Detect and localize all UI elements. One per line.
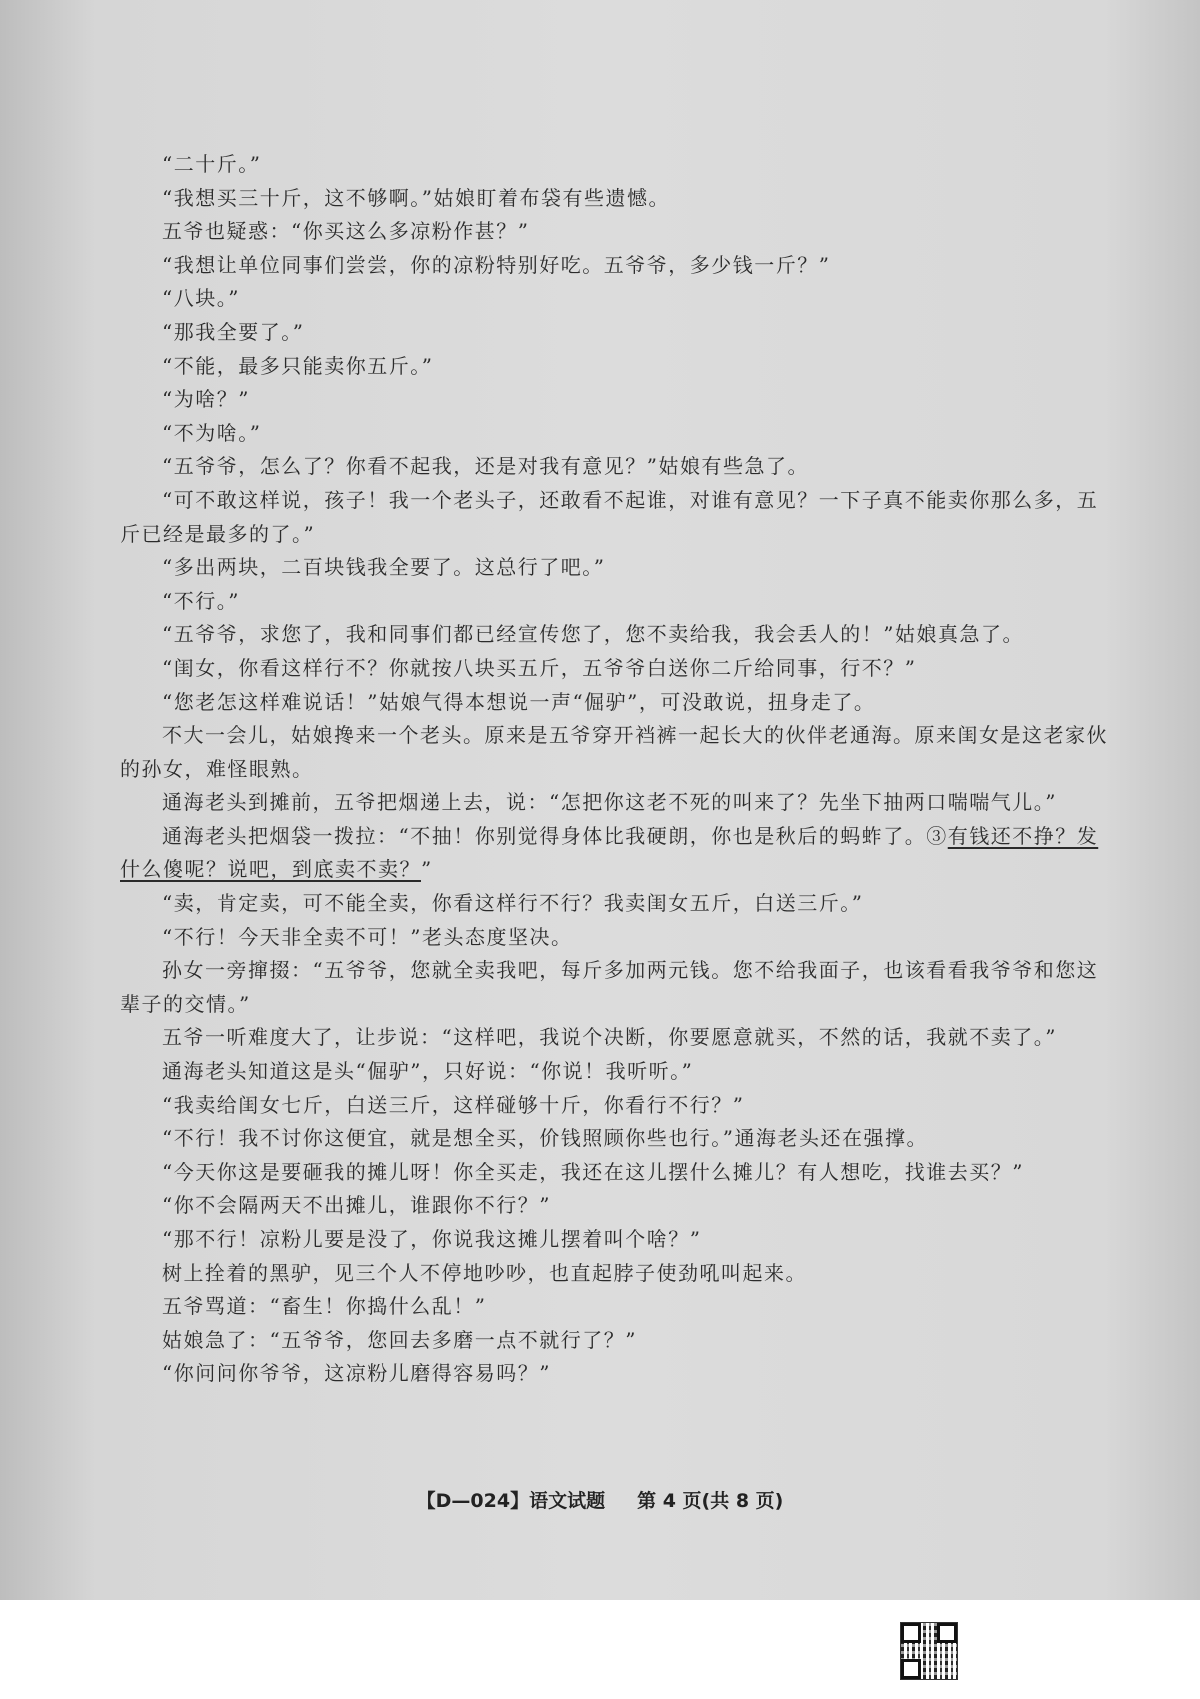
paragraph: “为啥？” bbox=[162, 387, 250, 412]
exam-code: 【D—024】语文试题 bbox=[416, 1490, 606, 1512]
page-number: 第 4 页(共 8 页) bbox=[637, 1490, 784, 1512]
paragraph: “不行！我不讨你这便宜，就是想全买，价钱照顾你些也行。”通海老头还在强撑。 bbox=[162, 1126, 928, 1151]
paragraph: “我卖给闺女七斤，白送三斤，这样碰够十斤，你看行不行？” bbox=[162, 1092, 745, 1117]
passage-text bbox=[120, 148, 1112, 1391]
paragraph: “闺女，你看这样行不？你就按八块买五斤，五爷爷白送你二斤给同事，行不？” bbox=[162, 655, 917, 680]
paragraph: 孙女一旁撺掇：“五爷爷，您就全卖我吧，每斤多加两元钱。您不给我面子，也该看看我爷爷和您这辈子的交情。” bbox=[120, 958, 1099, 1016]
page-footer bbox=[0, 1486, 1200, 1513]
paragraph: “不行！今天非全卖不可！”老头态度坚决。 bbox=[162, 924, 573, 949]
paragraph: “可不敢这样说，孩子！我一个老头子，还敢看不起谁，对谁有意见？一下子真不能卖你那么多，五斤已经是最多的了。” bbox=[120, 487, 1099, 546]
paragraph: “二十斤。” bbox=[162, 152, 262, 176]
paragraph: “多出两块，二百块钱我全要了。这总行了吧。” bbox=[162, 555, 606, 580]
qr-code-icon bbox=[900, 1622, 958, 1680]
underlined-sentence-3: 有钱还不挣？发什么傻呢？说吧，到底卖不卖？ bbox=[120, 823, 1099, 882]
paragraph: “五爷爷，求您了，我和同事们都已经宣传您了，您不卖给我，我会丢人的！”姑娘真急了。 bbox=[162, 622, 1024, 647]
closing-quote: ” bbox=[421, 857, 433, 882]
paragraph: “今天你这是要砸我的摊儿呀！你全买走，我还在这儿摆什么摊儿？有人想吃，找谁去买？” bbox=[162, 1159, 1024, 1184]
paragraph: “八块。” bbox=[162, 286, 240, 311]
paragraph: “你不会隔两天不出摊儿，谁跟你不行？” bbox=[162, 1193, 551, 1218]
paragraph: 五爷一听难度大了，让步说：“这样吧，我说个决断，你要愿意就买，不然的话，我就不卖了。” bbox=[162, 1025, 1057, 1050]
paragraph-with-underline bbox=[120, 820, 1112, 887]
paragraph: “五爷爷，怎么了？你看不起我，还是对我有意见？”姑娘有些急了。 bbox=[162, 454, 809, 479]
paragraph: 通海老头知道这是头“倔驴”，只好说：“你说！我听听。” bbox=[162, 1059, 694, 1084]
paragraph: “那不行！凉粉儿要是没了，你说我这摊儿摆着叫个啥？” bbox=[162, 1227, 702, 1251]
paragraph: “我想让单位同事们尝尝，你的凉粉特别好吃。五爷爷，多少钱一斤？” bbox=[162, 252, 831, 277]
paragraph: “我想买三十斤，这不够啊。”姑娘盯着布袋有些遗憾。 bbox=[162, 185, 670, 210]
paragraph: 不大一会儿，姑娘搀来一个老头。原来是五爷穿开裆裤一起长大的伙伴老通海。原来闺女是这老家伙的孙女，难怪眼熟。 bbox=[120, 723, 1108, 781]
paragraph: “你问问你爷爷，这凉粉儿磨得容易吗？” bbox=[162, 1361, 551, 1386]
paragraph: “不行。” bbox=[162, 588, 240, 613]
paragraph: 姑娘急了：“五爷爷，您回去多磨一点不就行了？” bbox=[162, 1327, 637, 1352]
paragraph: “卖，肯定卖，可不能全卖，你看这样行不行？我卖闺女五斤，白送三斤。” bbox=[162, 891, 864, 916]
paragraph: “那我全要了。” bbox=[162, 319, 305, 344]
paragraph: “不能，最多只能卖你五斤。” bbox=[162, 353, 434, 378]
paragraph: “您老怎这样难说话！”姑娘气得本想说一声“倔驴”，可没敢说，扭身走了。 bbox=[162, 689, 876, 714]
paragraph: “不为啥。” bbox=[162, 420, 262, 445]
paragraph: 通海老头到摊前，五爷把烟递上去，说：“怎把你这老不死的叫来了？先坐下抽两口喘喘气儿。” bbox=[162, 790, 1057, 815]
paragraph: 五爷骂道：“畜生！你捣什么乱！” bbox=[162, 1294, 487, 1319]
paragraph: 树上拴着的黑驴，见三个人不停地吵吵，也直起脖子使劲吼叫起来。 bbox=[162, 1260, 807, 1285]
paragraph: 五爷也疑惑：“你买这么多凉粉作甚？” bbox=[162, 219, 530, 244]
paragraph-text: 通海老头把烟袋一拨拉：“不抽！你别觉得身体比我硬朗，你也是秋后的蚂蚱了。③ bbox=[162, 823, 948, 848]
